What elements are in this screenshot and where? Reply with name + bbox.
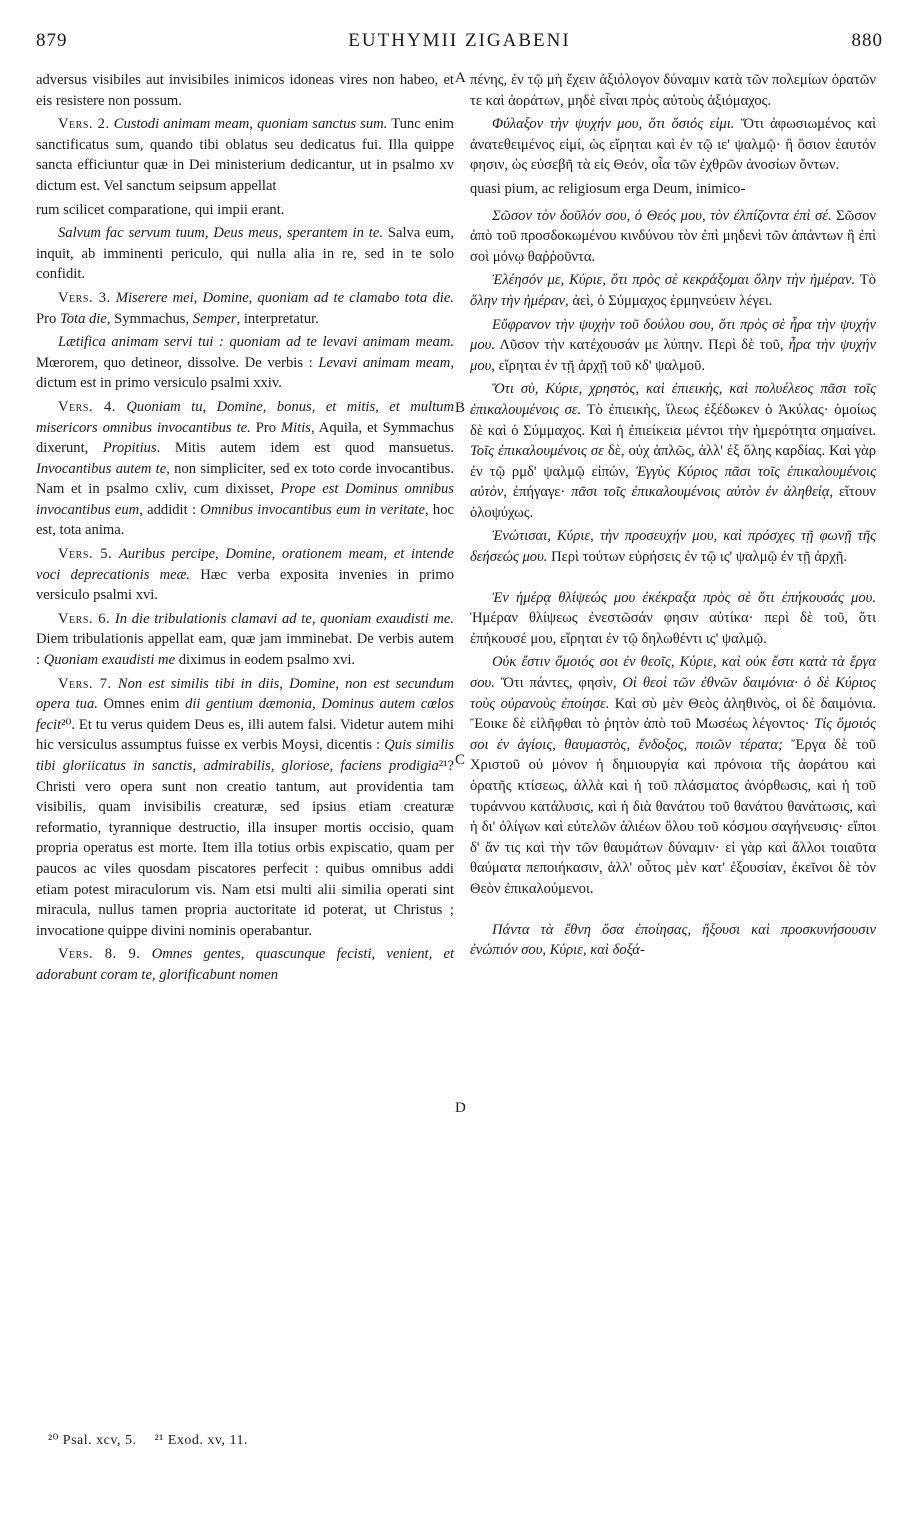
margin-letter-b: B bbox=[455, 400, 466, 416]
latin-paragraph: rum scilicet comparatione, qui impii erant. bbox=[36, 201, 285, 218]
greek-paragraph: Πάντα τὰ ἔθνη ὅσα ἐποίησας, ἥξουσι καὶ προσκυνήσουσιν ἐνώπιόν σου, Κύριε, καὶ δοξά- bbox=[470, 921, 876, 959]
footnotes bbox=[48, 1432, 262, 1449]
latin-paragraph: Salvum fac servum tuum, Deus meus, sperantem in te. Salva eum, inquit, ab imminenti periculo, qui nulla alia in re, sed in te solo confidit. bbox=[36, 225, 454, 283]
latin-paragraph: Vers. 2. Custodi animam meam, quoniam sanctus sum. Tunc enim sanctificatus sum, quando tibi oblatus seu dedicatus fui. Illa quippe sancta efficiuntur quæ in Dei ministerium dedicantur, ut in psalmo xv dictum est. Vel sanctum seipsum appellat bbox=[36, 116, 455, 194]
latin-paragraph: adversus visibiles aut invisibiles inimicos idoneas vires non habeo, et eis resistere non possum. bbox=[36, 72, 454, 109]
latin-paragraph: Vers. 6. In die tribulationis clamavi ad te, quoniam exaudisti me. Diem tribulationis appellat eam, quæ jam imminebat. De verbis autem : Quoniam exaudisti me diximus in eodem psalmo xvi. bbox=[36, 610, 454, 669]
footnote: ²⁰ Psal. xcv, 5. bbox=[48, 1433, 137, 1448]
running-title: EUTHYMII ZIGABENI bbox=[348, 30, 571, 51]
greek-column bbox=[470, 70, 876, 964]
greek-paragraph: Ἐλέησόν με, Κύριε, ὅτι πρὸς σὲ κεκράξομαι ὅλην τὴν ἡμέραν. Τὸ ὅλην τὴν ἡμέραν, ἀεὶ, ὁ Σύμμαχος ἑρμηνεύειν λέγει. bbox=[470, 272, 876, 309]
footnote: ²¹ Exod. xv, 11. bbox=[154, 1433, 248, 1448]
running-header bbox=[36, 30, 883, 60]
latin-paragraph: Vers. 5. Auribus percipe, Domine, orationem meam, et intende voci deprecationis meæ. Hæc verba exposita invenies in primo versiculo psalmi xvi. bbox=[36, 546, 455, 604]
page-number-right: 880 bbox=[851, 30, 883, 51]
greek-paragraph: quasi pium, ac religiosum erga Deum, inimico- bbox=[470, 180, 746, 197]
latin-paragraph: Vers. 8. 9. Omnes gentes, quascunque fecisti, venient, et adorabunt coram te, glorificabunt nomen bbox=[36, 946, 455, 983]
margin-letter-d: D bbox=[455, 1100, 466, 1116]
latin-paragraph: Vers. 4. Quoniam tu, Domine, bonus, et mitis, et multum misericors omnibus invocantibus te. Pro Mitis, Aquila, et Symmachus dixerunt, Propitius. Mitis autem idem est quod mansuetus. Invocantibus autem te, non simpliciter, sed ex toto corde invocantibus. Nam et in psalmo cxliv, cum dixisset, Prope est Dominus omnibus invocantibus eum, addidit : Omnibus invocantibus eum in veritate, hoc est, tota anima. bbox=[36, 398, 455, 539]
greek-paragraph: Εὔφρανον τὴν ψυχὴν τοῦ δούλου σου, ὅτι πρὸς σὲ ἦρα τὴν ψυχήν μου. Λῦσον τὴν κατέχουσάν με λύπην. Περὶ δὲ τοῦ, ἦρα τὴν ψυχήν μου, εἴρηται ἐν τῇ ἀρχῇ τοῦ κδ' ψαλμοῦ. bbox=[470, 316, 877, 374]
greek-paragraph: Σῶσον τὸν δοῦλόν σου, ὁ Θεός μου, τὸν ἐλπίζοντα ἐπὶ σέ. Σῶσον ἀπὸ τοῦ προσδοκωμένου κινδύνου τὸν ἐπὶ μηδενὶ τῶν ἁπάντων ἢ ἐπὶ σοὶ μόνῳ θαῤῥοῦντα. bbox=[470, 207, 876, 265]
greek-paragraph: Ὅτι σὺ, Κύριε, χρηστὸς, καὶ ἐπιεικὴς, καὶ πολυέλεος πᾶσι τοῖς ἐπικαλουμένοις σε. Τὸ ἐπιεικὴς, ἵλεως ἐξέδωκεν ὁ Ἀκύλας· ὁμοίως δὲ καὶ ὁ Σύμμαχος. Καὶ ἡ ἐπιείκεια μέντοι τὴν ἡμερότητα σημαίνει. Τοῖς ἐπικαλουμένοις σε δὲ, οὐχ ἁπλῶς, ἀλλ' ἐξ ὅλης καρδίας. Καὶ γὰρ ἐν τῷ ρμδ' ψαλμῷ εἰπών, Ἐγγὺς Κύριος πᾶσι τοῖς ἐπικαλουμένοις αὐτὸν, ἐπήγαγε· πᾶσι τοῖς ἐπικαλουμένοις αὐτὸν ἐν ἀληθείᾳ, εἴτουν ὁλοψύχως. bbox=[470, 381, 877, 521]
page-number-left: 879 bbox=[36, 30, 68, 51]
greek-paragraph: Οὐκ ἔστιν ὅμοιός σοι ἐν θεοῖς, Κύριε, καὶ οὐκ ἔστι κατὰ τὰ ἔργα σου. Ὅτι πάντες, φησὶν, Οἱ θεοὶ τῶν ἐθνῶν δαιμόνια· ὁ δὲ Κύριος τοὺς οὐρανοὺς ἐποίησε. Καὶ σὺ μὲν Θεὸς ἀληθινὸς, οἱ δὲ δαιμόνια. Ἔοικε δὲ εἰλῆφθαι τὸ ῥητὸν ἀπὸ τοῦ Μωσέως λέγοντος· Τίς ὅμοιός σοι ἐν ἁγίοις, θαυμαστὸς, ἔνδοξος, ποιῶν τέρατα; Ἔργα δὲ τοῦ Χριστοῦ οὐ μόνον ἡ δημιουργία καὶ πρόνοια τῆς ἀοράτου καὶ ὁρατῆς κτίσεως, ἀλλὰ καὶ ἡ τοῦ πλάσματος ἀνόρθωσις, καὶ ἡ τοῦ τυράννου κατάλυσις, καὶ ἡ διὰ θανάτου τοῦ θανάτου θανάτωσις, καὶ ἡ δι' ὀλίγων καὶ εὐτελῶν ἁλιέων ὅλου τοῦ κόσμου σαγήνευσις· εἴποι δ' ἄν τις καὶ τὴν τῶν θαυμάτων δύναμιν· εἰ γὰρ καὶ ἄλλοι τοιαῦτα θαύματα πεποιήκασιν, ἀλλ' οὗτος μὲν κατ' ἐξουσίαν, ἐκεῖνοι δὲ τὸν Θεὸν ἐπικαλούμενοι. bbox=[470, 654, 877, 897]
margin-letter-a: A bbox=[455, 70, 466, 86]
greek-paragraph: Ἐν ἡμέρᾳ θλίψεώς μου ἐκέκραξα πρὸς σὲ ὅτι ἐπήκουσάς μου. Ἡμέραν θλίψεως ἐνεστῶσάν φησιν αὐτίκα· περὶ δὲ τοῦ, ὅτι ἐπήκουσέ μου, εἴρηται ἐν τῷ δηλωθέντι ις' ψαλμῷ. bbox=[470, 589, 876, 647]
greek-paragraph: πένης, ἐν τῷ μὴ ἔχειν ἀξιόλογον δύναμιν κατὰ τῶν πολεμίων ὁρατῶν τε καὶ ἀοράτων, μηδὲ εἶναι πρὸς αὐτοὺς ἀξιόμαχος. bbox=[470, 72, 876, 109]
margin-letter-c: C bbox=[455, 752, 466, 768]
greek-paragraph: Ἐνώτισαι, Κύριε, τὴν προσευχήν μου, καὶ πρόσχες τῇ φωνῇ τῆς δεήσεώς μου. Περὶ τούτων εὑρήσεις ἐν τῷ ις' ψαλμῷ ἐν τῇ ἀρχῇ. bbox=[470, 528, 876, 566]
latin-paragraph: Vers. 7. Non est similis tibi in diis, Domine, non est secundum opera tua. Omnes enim dii gentium dæmonia, Dominus autem cœlos fecit²⁰. Et tu verus quidem Deus es, illi autem falsi. Videtur autem mihi hic versiculus assumptus fuisse ex verbis Moysi, dicentis : Quis similis tibi gloriicatus in sanctis, admirabilis, gloriose, faciens prodigia²¹? Christi vero opera sunt non creatio tantum, aut providentia tam visibilis, quam invisibilis creaturæ, sed ipsius etiam creaturæ reformatio, tyrannique destructio, illa insuper mortis occisio, quam propria operatus est morte. Item illa totius orbis expiscatio, quam per paucos ac viles quosdam piscatores perfecit : quibus omnibus addi etiam potest miraculorum vis. Nam etsi multi alii similia operati sint miracula, nullus tamen propria auctoritate id poterat, ut Christus ; invocatione quippe divini nominis operabantur. bbox=[36, 675, 454, 939]
greek-paragraph: Φύλαξον τὴν ψυχήν μου, ὅτι ὅσιός εἰμι. Ὅτι ἀφωσιωμένος καὶ ἀνατεθειμένος εἰμί, ὡς εἴρηται καὶ ἐν τῷ ιε' ψαλμῷ· ἢ ὅσιον ἑαυτόν φησιν, ὡς εὐσεβῆ τὰ εἰς Θεόν, οἷα τῶν ἐχθρῶν ἀνοσίων ὄντων. bbox=[470, 116, 876, 174]
latin-paragraph: Lætifica animam servi tui : quoniam ad te levavi animam meam. Mœrorem, quo detineor, dissolve. De verbis : Levavi animam meam, dictum est in primo versiculo psalmi xxiv. bbox=[36, 334, 454, 392]
latin-paragraph: Vers. 3. Miserere mei, Domine, quoniam ad te clamabo tota die. Pro Tota die, Symmachus, Semper, interpretatur. bbox=[36, 289, 454, 327]
latin-column bbox=[36, 70, 454, 989]
